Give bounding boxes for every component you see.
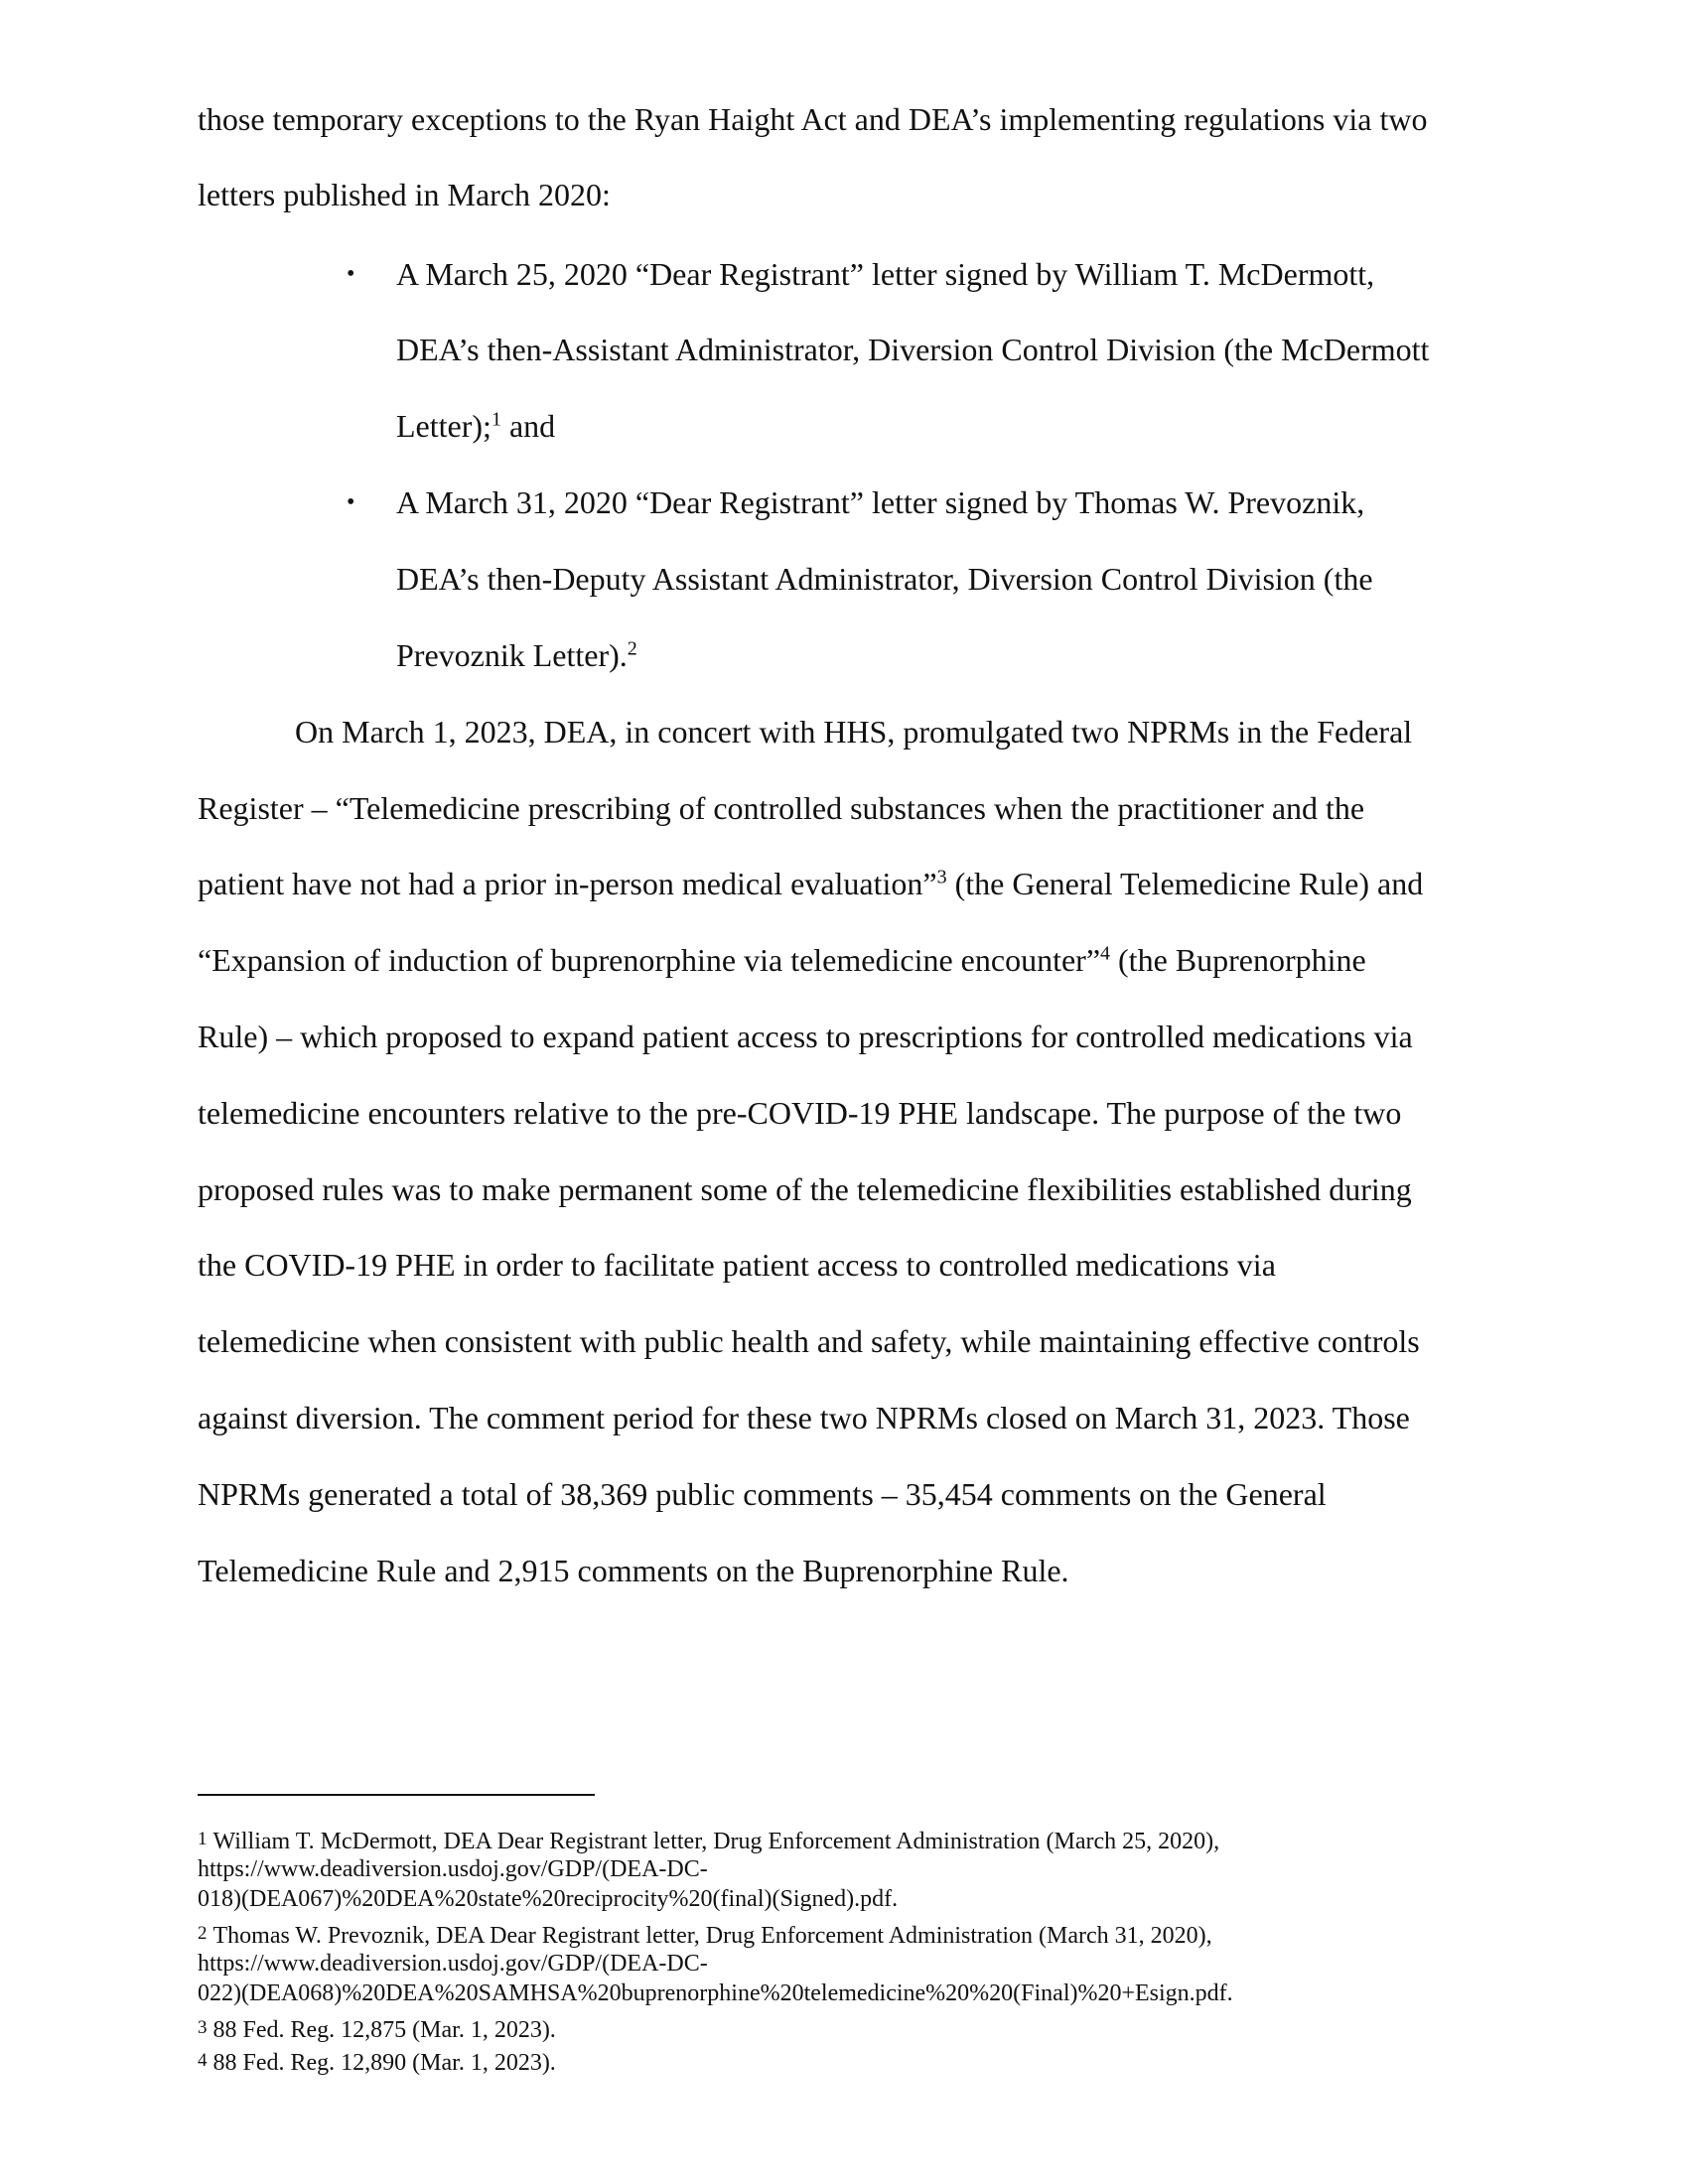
paragraph-line: proposed rules was to make permanent some of the telemedicine flexibilities established during: [198, 1171, 1412, 1207]
footnote-2-url: https://www.deadiversion.usdoj.gov/GDP/(DEA-DC-: [198, 1951, 708, 1977]
bullet-text: Letter);: [396, 408, 492, 444]
paragraph-line: Register – “Telemedicine prescribing of controlled substances when the practitioner and the: [198, 790, 1365, 826]
paragraph-text: patient have not had a prior in-person medical evaluation”: [198, 866, 937, 901]
paragraph-line: the COVID-19 PHE in order to facilitate patient access to controlled medications via: [198, 1247, 1276, 1283]
footnote-ref: 2: [627, 637, 637, 660]
footnote-1: [198, 1825, 1219, 1856]
footnote-text: Thomas W. Prevoznik, DEA Dear Registrant letter, Drug Enforcement Administration (March 31, 2020),: [212, 1923, 1212, 1949]
footnote-text: 88 Fed. Reg. 12,875 (Mar. 1, 2023).: [212, 2017, 556, 2043]
footnote-text: William T. McDermott, DEA Dear Registrant letter, Drug Enforcement Administration (March 25, 2020),: [212, 1829, 1220, 1854]
paragraph-line: [198, 940, 1366, 980]
footnote-3: [198, 2013, 556, 2045]
bullet-text: Prevoznik Letter).: [396, 637, 628, 673]
footnote-mark: 1: [198, 1829, 208, 1849]
paragraph-line: Telemedicine Rule and 2,915 comments on the Buprenorphine Rule.: [198, 1553, 1069, 1588]
footnote-2-url: 022)(DEA068)%20DEA%20SAMHSA%20buprenorphine%20telemedicine%20%20(Final)%20+Esign.pdf.: [198, 1980, 1233, 2006]
paragraph-line: telemedicine when consistent with public health and safety, while maintaining effective controls: [198, 1323, 1420, 1359]
bullet-line: A March 25, 2020 “Dear Registrant” letter signed by William T. McDermott,: [396, 256, 1375, 292]
paragraph-line: Rule) – which proposed to expand patient access to prescriptions for controlled medications via: [198, 1019, 1413, 1054]
bullet-line: DEA’s then-Assistant Administrator, Diversion Control Division (the McDermott: [396, 332, 1430, 367]
footnote-1-url: https://www.deadiversion.usdoj.gov/GDP/(DEA-DC-: [198, 1856, 708, 1882]
body-line: those temporary exceptions to the Ryan Haight Act and DEA’s implementing regulations via two: [198, 101, 1428, 137]
footnote-ref: 1: [491, 408, 501, 431]
bullet-line-with-ref: [396, 635, 637, 675]
paragraph-text: “Expansion of induction of buprenorphine via telemedicine encounter”: [198, 942, 1101, 978]
bullet-line: DEA’s then-Deputy Assistant Administrator, Diversion Control Division (the: [396, 561, 1373, 597]
paragraph-line: On March 1, 2023, DEA, in concert with HHS, promulgated two NPRMs in the Federal: [295, 714, 1413, 750]
footnote-mark: 4: [198, 2050, 208, 2071]
footnote-mark: 2: [198, 1923, 208, 1944]
footnote-text: 88 Fed. Reg. 12,890 (Mar. 1, 2023).: [212, 2050, 556, 2076]
footnote-4: [198, 2046, 556, 2078]
footnote-ref: 3: [936, 866, 947, 888]
paragraph-line: telemedicine encounters relative to the pre-COVID-19 PHE landscape. The purpose of the two: [198, 1095, 1402, 1131]
bullet-text: and: [500, 408, 556, 444]
paragraph-line: NPRMs generated a total of 38,369 public comments – 35,454 comments on the General: [198, 1476, 1327, 1512]
footnote-mark: 3: [198, 2017, 208, 2038]
paragraph-text: (the General Telemedicine Rule) and: [946, 866, 1424, 901]
bullet-line-with-ref: [396, 406, 555, 446]
footnote-ref: 4: [1100, 942, 1111, 965]
bullet-marker: •: [347, 261, 355, 287]
footnote-separator: [198, 1794, 595, 1796]
bullet-line: A March 31, 2020 “Dear Registrant” letter signed by Thomas W. Prevoznik,: [396, 484, 1365, 520]
paragraph-line: [198, 864, 1423, 903]
bullet-marker: •: [347, 489, 355, 515]
paragraph-text: (the Buprenorphine: [1110, 942, 1366, 978]
body-line: letters published in March 2020:: [198, 177, 611, 212]
footnote-1-url: 018)(DEA067)%20DEA%20state%20reciprocity%20(final)(Signed).pdf.: [198, 1886, 899, 1912]
paragraph-line: against diversion. The comment period for these two NPRMs closed on March 31, 2023. Those: [198, 1400, 1410, 1435]
footnote-2: [198, 1919, 1212, 1951]
